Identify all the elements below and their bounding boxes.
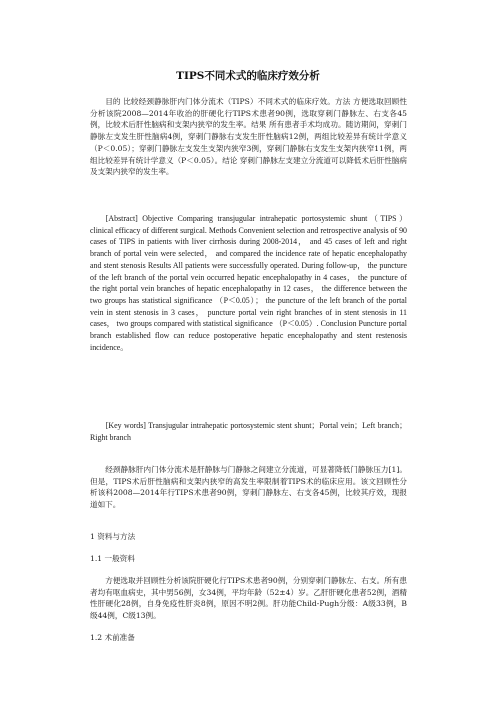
abstract-english: [Abstract] Objective Comparing transjugular intrahepatic portosystemic shunt（TIPS） clinical efficacy of different surgical. Methods Convenient selection and retrospective analysis of 90 cases of TIPS in patients with liver cirrhosis during 2008-2014， and 45 cases of left and right branch of portal vein were selected， and compared the incidence rate of hepatic encephalopathy and stent stenosis Results All patients were successfully operated. During follow-up， the puncture of the left branch of the portal vein occurred hepatic encephalopathy in 4 cases， the puncture of the right portal vein branches of hepatic encephalopathy in 12 cases， the difference between the two groups has statistical significance （P＜0.05）； the puncture of the left branch of the portal vein in stent stenosis in 3 cases， puncture portal vein right branches of in stent stenosis in 11 cases， two groups compared with statistical significance （P＜0.05）. Conclusion Puncture portal branch established flow can reduce postoperative hepatic encephalopathy and stent restenosis incidence。 xyxy=(90,214,407,352)
section-heading-1-1: 1.1 一般资料 xyxy=(90,554,135,563)
section-heading-1-2: 1.2 术前准备 xyxy=(90,633,135,642)
section-heading-1: 1 资料与方法 xyxy=(90,532,136,541)
paper-title: TIPS不同术式的临床疗效分析 xyxy=(176,70,320,82)
abstract-chinese: 目的 比较经颈静脉肝内门体分流术（TIPS）不同术式的临床疗效。方法 方便选取回顾性分析该院2008—2014年收治的肝硬化行TIPS术患者90例，选取穿刺门静脉左、右支各45例，比较术后肝性脑病和支架内狭窄的发生率。结果 所有患者手术均成功。随访期间，穿刺门静脉左支发生肝性脑病4例，穿刺门静脉右支发生肝性脑病12例，两组比较差异有统计学意义（P＜0.05）；穿刺门静脉左支发生支架内狭窄3例，穿刺门静脉右支发生支架内狭窄11例，两组比较差异有统计学意义（P＜0.05）。结论 穿刺门静脉左支建立分流道可以降低术后肝性脑病及支架内狭窄的发生率。 xyxy=(90,97,407,177)
general-info-paragraph: 方便选取并回顾性分析该院肝硬化行TIPS术患者90例，分别穿刺门静脉左、右支。所有患者均有呕血病史，其中男56例，女34例，平均年龄（52±4）岁。乙肝肝硬化患者52例，酒精性肝硬化28例，自身免疫性肝炎8例，原因不明2例。肝功能Child-Pugh分级：A级33例，B级44例，C级13例。 xyxy=(90,576,407,621)
keywords-english: [Key words] Transjugular intrahepatic portosystemic stent shunt；Portal vein；Left branch；Right branch xyxy=(90,421,407,442)
introduction-paragraph: 经颈静脉肝内门体分流术是肝静脉与门静脉之间建立分流道，可显著降低门静脉压力[1]。但是，TIPS术后肝性脑病和支架内狭窄的高发生率限制着TIPS术的临床应用。该文回顾性分析该科2008—2014年行TIPS术患者90例，穿刺门静脉左、右支各45例，比较其疗效，现报道如下。 xyxy=(90,465,407,510)
